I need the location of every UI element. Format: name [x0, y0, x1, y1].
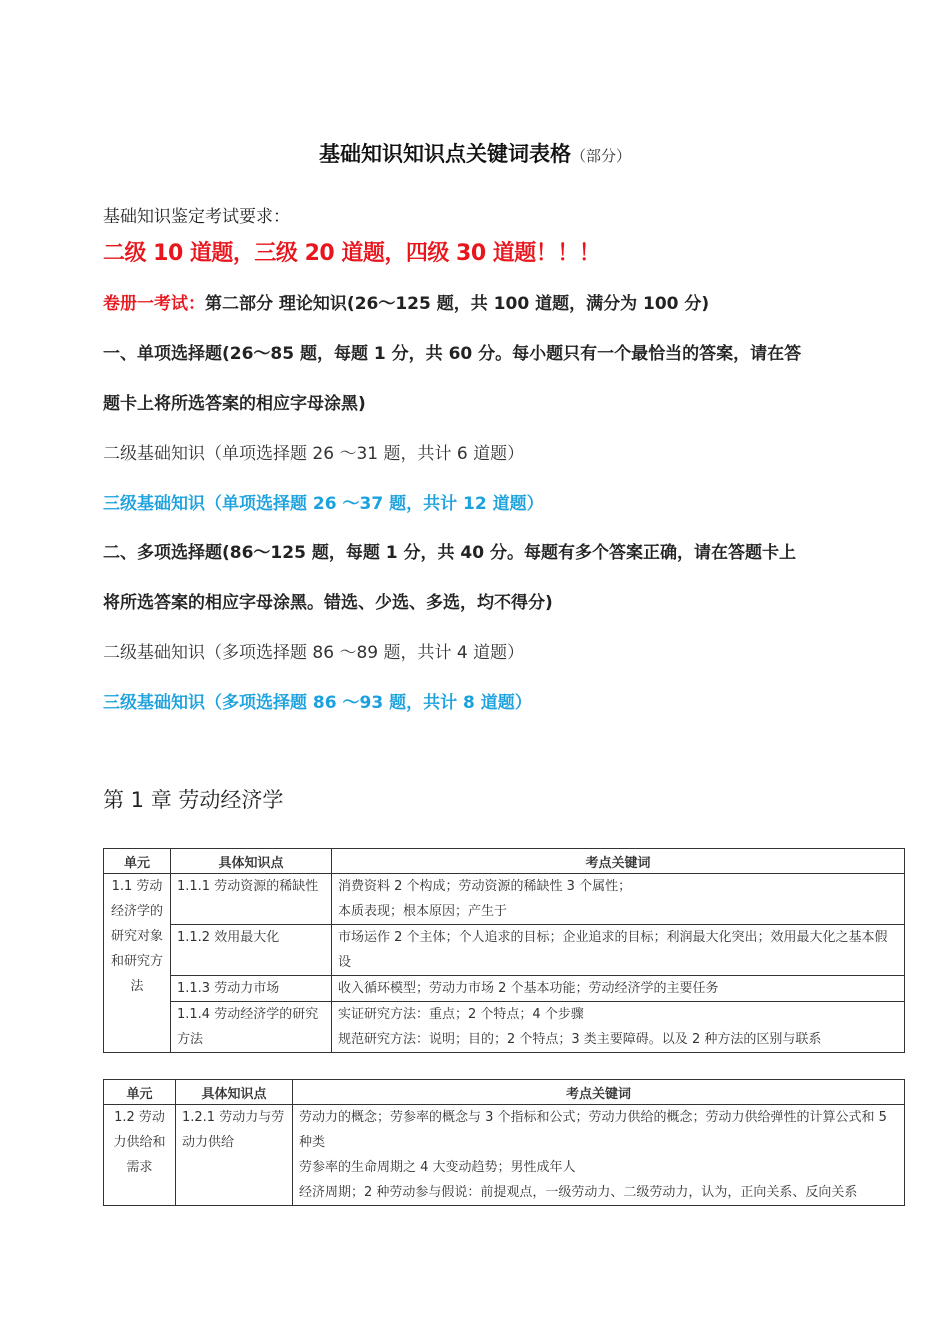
unit-cell: 1.1 劳动经济学的研究对象和研究方法: [104, 874, 171, 1053]
point-cell: 1.1.3 劳动力市场: [171, 976, 332, 1002]
header-keywords: 考点关键词: [293, 1080, 905, 1105]
keyword-line: 劳参率的生命周期之 4 大变动趋势；男性成年人: [299, 1160, 576, 1175]
keyword-line: 消费资料 2 个构成；劳动资源的稀缺性 3 个属性；: [338, 879, 632, 894]
header-unit: 单元: [104, 1080, 176, 1105]
header-keywords: 考点关键词: [332, 849, 905, 874]
keyword-line: 经济周期；2 种劳动参与假说：前提观点，一级劳动力、二级劳动力，认为，正向关系、反向关系: [299, 1185, 858, 1200]
multi-choice-level2: 二级基础知识（多项选择题 86 ～89 题，共计 4 道题）: [103, 643, 525, 663]
header-point: 具体知识点: [176, 1080, 293, 1105]
table-row: [104, 874, 905, 925]
exam-part-label: 卷册一考试：: [103, 294, 205, 314]
keyword-line: 劳动力的概念；劳参率的概念与 3 个指标和公式；劳动力供给的概念；劳动力供给弹性的计算公式和 5 种类: [299, 1110, 887, 1150]
point-cell: 1.1.1 劳动资源的稀缺性: [171, 874, 332, 925]
keyword-line: 市场运作 2 个主体；个人追求的目标；企业追求的目标；利润最大化突出；效用最大化之基本假设: [338, 930, 888, 970]
single-choice-level3: 三级基础知识（单项选择题 26 ～37 题，共计 12 道题）: [103, 494, 544, 514]
table-header-row: [104, 849, 905, 874]
single-choice-level2: 二级基础知识（单项选择题 26 ～31 题，共计 6 道题）: [103, 444, 525, 464]
point-cell: 1.1.2 效用最大化: [171, 925, 332, 976]
keywords-cell: [332, 925, 905, 976]
title-main: 基础知识知识点关键词表格: [318, 141, 571, 166]
unit-cell: 1.2 劳动力供给和需求: [104, 1105, 176, 1206]
table-row: [104, 925, 905, 976]
question-count-highlight: 二级 10 道题，三级 20 道题，四级 30 道题！！！: [103, 241, 601, 266]
title-sub: （部分）: [570, 147, 631, 165]
keyword-line: 本质表现；根本原因；产生于: [338, 904, 508, 919]
multi-choice-line-2: 将所选答案的相应字母涂黑。错选、少选、多选，均不得分): [103, 593, 553, 613]
keyword-table-2: [103, 1079, 905, 1206]
keyword-table-1: [103, 848, 905, 1053]
keywords-cell: [332, 976, 905, 1002]
keyword-line: 规范研究方法：说明；目的；2 个特点；3 类主要障碍。以及 2 种方法的区别与联系: [338, 1032, 822, 1047]
point-cell: 1.1.4 劳动经济学的研究方法: [171, 1002, 332, 1053]
point-cell: 1.2.1 劳动力与劳动力供给: [176, 1105, 293, 1206]
single-choice-line-2: 题卡上将所选答案的相应字母涂黑): [103, 394, 366, 414]
table-header-row: [104, 1080, 905, 1105]
exam-requirement-label: 基础知识鉴定考试要求：: [103, 207, 290, 227]
table-row: [104, 976, 905, 1002]
header-unit: 单元: [104, 849, 171, 874]
header-point: 具体知识点: [171, 849, 332, 874]
table-row: [104, 1002, 905, 1053]
keywords-cell: [293, 1105, 905, 1206]
keyword-line: 收入循环模型；劳动力市场 2 个基本功能；劳动经济学的主要任务: [338, 981, 719, 996]
page-title: [0, 138, 950, 168]
table-row: [104, 1105, 905, 1206]
multi-choice-line-1: 二、多项选择题(86～125 题，每题 1 分，共 40 分。每题有多个答案正确，请在答题卡上: [103, 543, 796, 563]
exam-part-line: [103, 289, 893, 314]
keyword-line: 实证研究方法：重点；2 个特点；4 个步骤: [338, 1007, 584, 1022]
chapter-heading: 第 1 章 劳动经济学: [103, 788, 284, 812]
single-choice-line-1: 一、单项选择题(26～85 题，每题 1 分，共 60 分。每小题只有一个最恰当的答案，请在答: [103, 344, 802, 364]
keywords-cell: [332, 1002, 905, 1053]
multi-choice-level3: 三级基础知识（多项选择题 86 ～93 题，共计 8 道题）: [103, 693, 532, 713]
keywords-cell: [332, 874, 905, 925]
exam-part-text: 第二部分 理论知识(26～125 题，共 100 道题，满分为 100 分): [205, 294, 710, 314]
